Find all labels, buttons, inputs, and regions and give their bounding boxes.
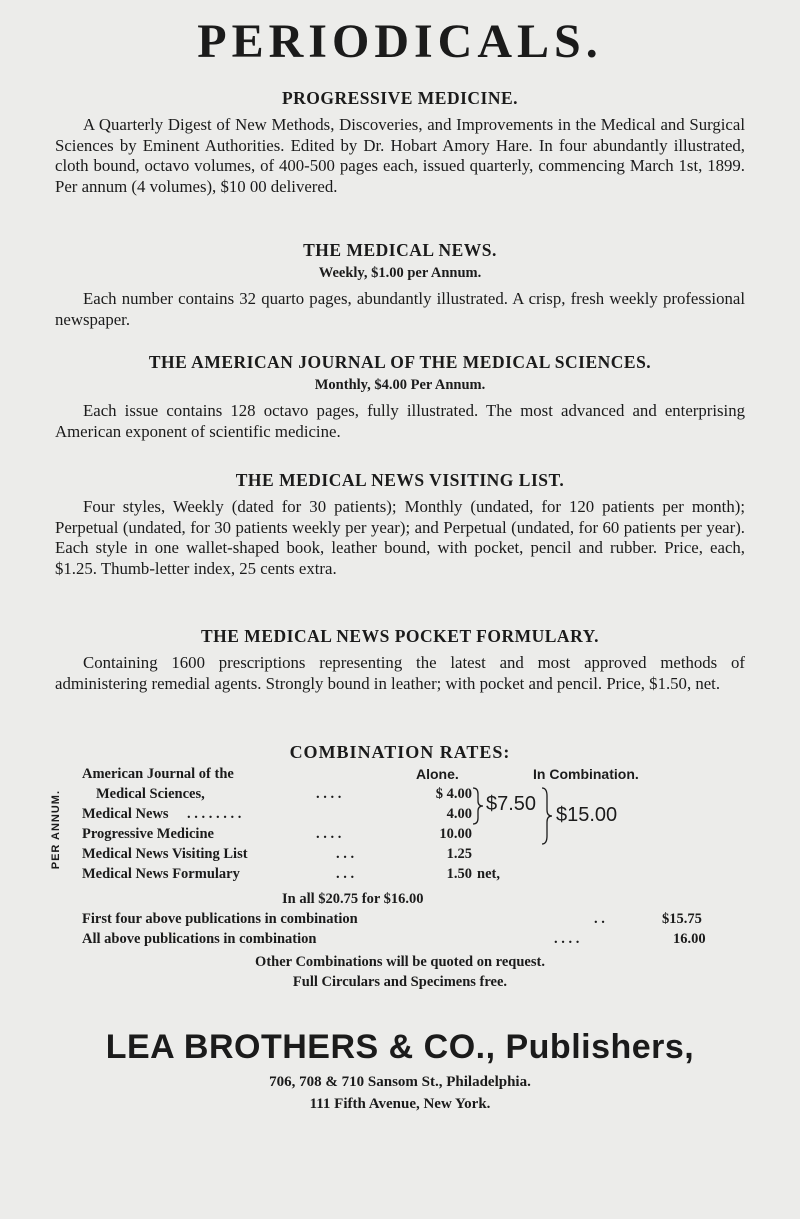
rate-alone-price: 1.50: [446, 866, 472, 882]
combination-column-header: In Combination.: [533, 766, 639, 782]
rate-name: Medical News Visiting List: [82, 846, 248, 862]
rate-row: [82, 766, 542, 784]
alone-column-header: Alone.: [416, 766, 459, 782]
rate-alone-price: 10.00: [439, 826, 472, 842]
section-body-american-journal: Each issue contains 128 octavo pages, fully illustrated. The most advanced and enterprising American exponent of scientific medicine.: [55, 401, 745, 441]
rate-alone-price: 1.25: [446, 846, 472, 862]
rate-net-label: net,: [477, 866, 500, 882]
combination-rates-heading: COMBINATION RATES:: [289, 742, 511, 762]
section-heading-visiting-list: THE MEDICAL NEWS VISITING LIST.: [235, 470, 565, 490]
section-body-medical-news: Each number contains 32 quarto pages, abundantly illustrated. A crisp, fresh weekly professional newspaper.: [55, 289, 745, 329]
rate-leader-dots: . . .: [336, 866, 355, 882]
all-publications-label: All above publications in combination: [82, 931, 317, 947]
section-body-progressive-medicine: A Quarterly Digest of New Methods, Discoveries, and Improvements in the Medical and Surgical Sciences by Eminent Authorities. Edited by Dr. Hobart Amory Hare. In four abundantly illustrated, cloth bound, octavo volumes, of 400-500 pages each, issued quarterly, commencing March 1st, 1899. Per annum (4 volumes), $10 00 delivered.: [55, 115, 745, 196]
group-combination-price: $15.00: [556, 804, 618, 826]
rate-alone-price: 4.00: [446, 806, 472, 822]
per-annum-side-label: PER ANNUM.: [50, 790, 62, 870]
section-subheading-medical-news: Weekly, $1.00 per Annum.: [318, 265, 482, 281]
section-heading-medical-news: THE MEDICAL NEWS.: [303, 240, 497, 260]
rate-row: [82, 866, 542, 884]
group-brace-icon: [540, 786, 554, 846]
rate-leader-dots: . . . .: [316, 786, 342, 802]
pair-combination-price: $7.50: [486, 793, 537, 815]
first-four-price: $15.75: [662, 911, 702, 927]
publisher-name: LEA BROTHERS & CO., Publishers,: [105, 1028, 695, 1066]
rate-row: [82, 826, 542, 844]
section-body-pocket-formulary: Containing 1600 prescriptions representing the latest and most approved methods of administering remedial agents. Strongly bound in leather; with pocket and pencil. Price, $1.50, net.: [55, 653, 745, 693]
rate-name: Medical News: [82, 806, 169, 822]
circulars-note: Full Circulars and Specimens free.: [292, 974, 508, 990]
in-all-total: In all $20.75 for $16.00: [282, 891, 424, 907]
rate-row: [82, 846, 542, 864]
pair-brace-icon: [471, 786, 485, 826]
rate-leader-dots: . . . . . . . .: [187, 806, 242, 822]
first-four-dots: . .: [594, 911, 605, 927]
all-publications-price: 16.00: [673, 931, 706, 947]
page-title: PERIODICALS.: [197, 15, 603, 68]
rate-name: Progressive Medicine: [82, 826, 214, 842]
rate-leader-dots: . . .: [336, 846, 355, 862]
first-four-label: First four above publications in combination: [82, 911, 358, 927]
other-combinations-note: Other Combinations will be quoted on request.: [255, 954, 545, 970]
section-subheading-american-journal: Monthly, $4.00 Per Annum.: [314, 377, 486, 393]
section-heading-progressive-medicine: PROGRESSIVE MEDICINE.: [281, 88, 519, 108]
section-heading-pocket-formulary: THE MEDICAL NEWS POCKET FORMULARY.: [200, 626, 600, 646]
section-heading-american-journal: THE AMERICAN JOURNAL OF THE MEDICAL SCIENCES.: [148, 352, 652, 372]
rate-name: American Journal of the: [82, 766, 234, 782]
rate-name: Medical News Formulary: [82, 866, 240, 882]
section-body-visiting-list: Four styles, Weekly (dated for 30 patients); Monthly (undated, for 120 patients per month); Perpetual (undated, for 30 patients weekly per year); and Perpetual (undated, for 60 patients per year). Each style in one wallet-shaped book, leather bound, with pocket, pencil and rubber. Price, each, $1.25. Thumb-letter index, 25 cents extra.: [55, 497, 745, 578]
all-publications-dots: . . . .: [554, 931, 580, 947]
publisher-address-philadelphia: 706, 708 & 710 Sansom St., Philadelphia.: [269, 1074, 531, 1090]
rate-alone-price: $ 4.00: [435, 786, 472, 802]
publisher-address-new-york: 111 Fifth Avenue, New York.: [309, 1096, 491, 1112]
rate-leader-dots: . . . .: [316, 826, 342, 842]
rate-name: Medical Sciences,: [96, 786, 205, 802]
